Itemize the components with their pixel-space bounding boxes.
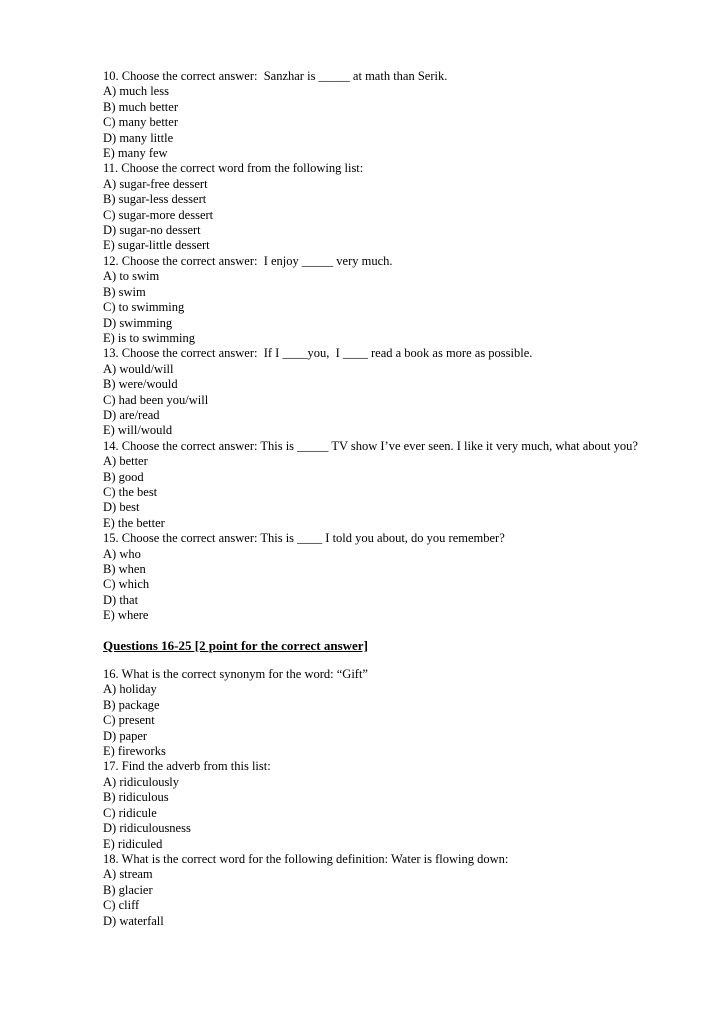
question-text: 16. What is the correct synonym for the word: “Gift” — [103, 667, 368, 682]
answer-option: E) many few — [103, 146, 168, 161]
answer-option: C) cliff — [103, 898, 140, 913]
answer-option: B) were/would — [103, 377, 178, 392]
answer-option: A) holiday — [103, 682, 157, 697]
question-13 — [103, 346, 663, 438]
question-text: 13. Choose the correct answer: If I ____you, I ____ read a book as more as possible. — [103, 346, 533, 361]
answer-option: A) stream — [103, 867, 153, 882]
answer-option: A) much less — [103, 84, 169, 99]
answer-option: C) present — [103, 713, 155, 728]
section-heading: Questions 16-25 [2 point for the correct answer] — [103, 637, 368, 653]
document-page — [103, 69, 663, 929]
answer-option: E) is to swimming — [103, 330, 196, 345]
answer-option: A) sugar-free dessert — [103, 176, 208, 191]
answer-option: C) the best — [103, 484, 158, 499]
answer-option: A) ridiculously — [103, 774, 180, 789]
answer-option: E) ridiculed — [103, 836, 163, 851]
answer-option: D) sugar-no dessert — [103, 223, 201, 238]
answer-option: B) ridiculous — [103, 790, 169, 805]
question-10 — [103, 69, 663, 161]
answer-option: A) better — [103, 454, 148, 469]
answer-option: B) good — [103, 469, 144, 484]
answer-option: B) when — [103, 562, 146, 576]
answer-option: C) ridicule — [103, 805, 157, 820]
answer-option: D) waterfall — [103, 913, 164, 928]
answer-option: D) best — [103, 500, 140, 515]
answer-option: E) sugar-little dessert — [103, 238, 210, 253]
question-text: 15. Choose the correct answer: This is ____ I told you about, do you remember? — [103, 531, 505, 546]
answer-option: D) swimming — [103, 315, 173, 330]
answer-option: C) to swimming — [103, 300, 185, 315]
answer-option: C) which — [103, 577, 150, 592]
question-text: 12. Choose the correct answer: I enjoy _____ very much. — [103, 253, 393, 268]
answer-option: D) ridiculousness — [103, 821, 191, 836]
question-15 — [103, 531, 663, 623]
question-18 — [103, 852, 663, 929]
answer-option: C) many better — [103, 115, 178, 130]
answer-option: E) will/would — [103, 423, 173, 438]
answer-option: E) the better — [103, 515, 165, 530]
answer-option: D) many little — [103, 130, 174, 145]
answer-option: B) glacier — [103, 882, 153, 897]
answer-option: C) had been you/will — [103, 392, 209, 407]
answer-option: B) package — [103, 697, 160, 712]
question-11 — [103, 161, 663, 253]
question-text: 11. Choose the correct word from the following list: — [103, 161, 364, 176]
question-text: 17. Find the adverb from this list: — [103, 759, 271, 774]
question-17 — [103, 759, 663, 851]
answer-option: E) where — [103, 608, 149, 623]
question-text: 10. Choose the correct answer: Sanzhar is _____ at math than Serik. — [103, 69, 448, 83]
question-14 — [103, 439, 663, 531]
question-12 — [103, 254, 663, 346]
answer-option: A) to swim — [103, 269, 160, 284]
question-text: 14. Choose the correct answer: This is _____ TV show I’ve ever seen. I like it very much, what about you? — [103, 438, 638, 453]
answer-option: B) swim — [103, 284, 146, 299]
answer-option: A) would/will — [103, 361, 174, 376]
question-text: 18. What is the correct word for the following definition: Water is flowing down: — [103, 851, 509, 866]
answer-option: B) sugar-less dessert — [103, 192, 207, 207]
answer-option: D) are/read — [103, 407, 160, 422]
answer-option: D) paper — [103, 728, 148, 743]
answer-option: A) who — [103, 546, 141, 561]
answer-option: E) fireworks — [103, 744, 166, 759]
answer-option: B) much better — [103, 99, 178, 114]
answer-option: D) that — [103, 592, 139, 607]
question-16 — [103, 667, 663, 759]
answer-option: C) sugar-more dessert — [103, 207, 214, 222]
